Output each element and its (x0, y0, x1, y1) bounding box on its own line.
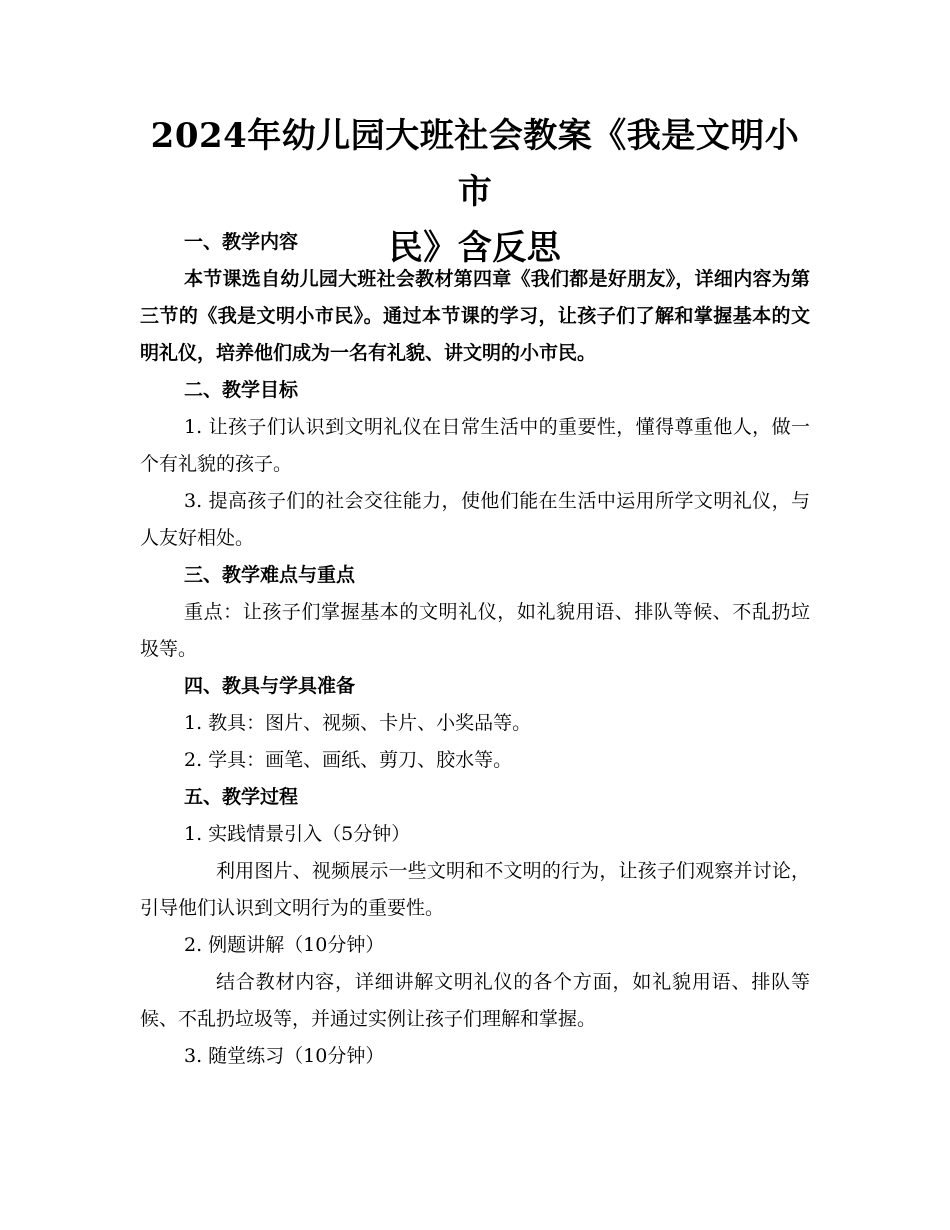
section-1-heading: 一、教学内容 (184, 231, 299, 253)
section-5-heading: 五、教学过程 (184, 786, 299, 808)
title-line-1: 2024年幼儿园大班社会教案《我是文明小市 (150, 116, 800, 212)
section-1-text: 本节课选自幼儿园大班社会教材第四章《我们都是好朋友》，详细内容为第三节的《我是文明小市民》。通过本节课的学习，让孩子们了解和掌握基本的文明礼仪，培养他们成为一名有礼貌、讲文明的小市民。 (140, 268, 810, 364)
section-4-item-2: 2. 学具：画笔、画纸、剪刀、胶水等。 (184, 749, 513, 771)
section-5-step-2: 2. 例题讲解（10分钟） (184, 934, 385, 956)
section-2-heading: 二、教学目标 (184, 379, 299, 401)
section-4-heading: 四、教具与学具准备 (184, 675, 356, 697)
section-5-step-3: 3. 随堂练习（10分钟） (184, 1045, 385, 1067)
section-3-text: 重点：让孩子们掌握基本的文明礼仪，如礼貌用语、排队等候、不乱扔垃圾等。 (140, 601, 810, 660)
section-2-item-1: 1. 让孩子们认识到文明礼仪在日常生活中的重要性，懂得尊重他人，做一个有礼貌的孩子。 (140, 416, 810, 475)
section-5-step-1-text: 利用图片、视频展示一些文明和不文明的行为，让孩子们观察并讨论，引导他们认识到文明行为的重要性。 (140, 860, 810, 919)
section-3-heading: 三、教学难点与重点 (184, 564, 356, 586)
section-4-item-1: 1. 教具：图片、视频、卡片、小奖品等。 (184, 712, 532, 734)
section-5-step-1: 1. 实践情景引入（5分钟） (184, 823, 411, 845)
section-2-item-3: 3. 提高孩子们的社会交往能力，使他们能在生活中运用所学文明礼仪，与人友好相处。 (140, 490, 810, 549)
title-line-2: 民》含反思 (388, 228, 562, 268)
section-5-step-2-text: 结合教材内容，详细讲解文明礼仪的各个方面，如礼貌用语、排队等候、不乱扔垃圾等，并通过实例让孩子们理解和掌握。 (140, 971, 810, 1030)
document-body (140, 224, 810, 1075)
